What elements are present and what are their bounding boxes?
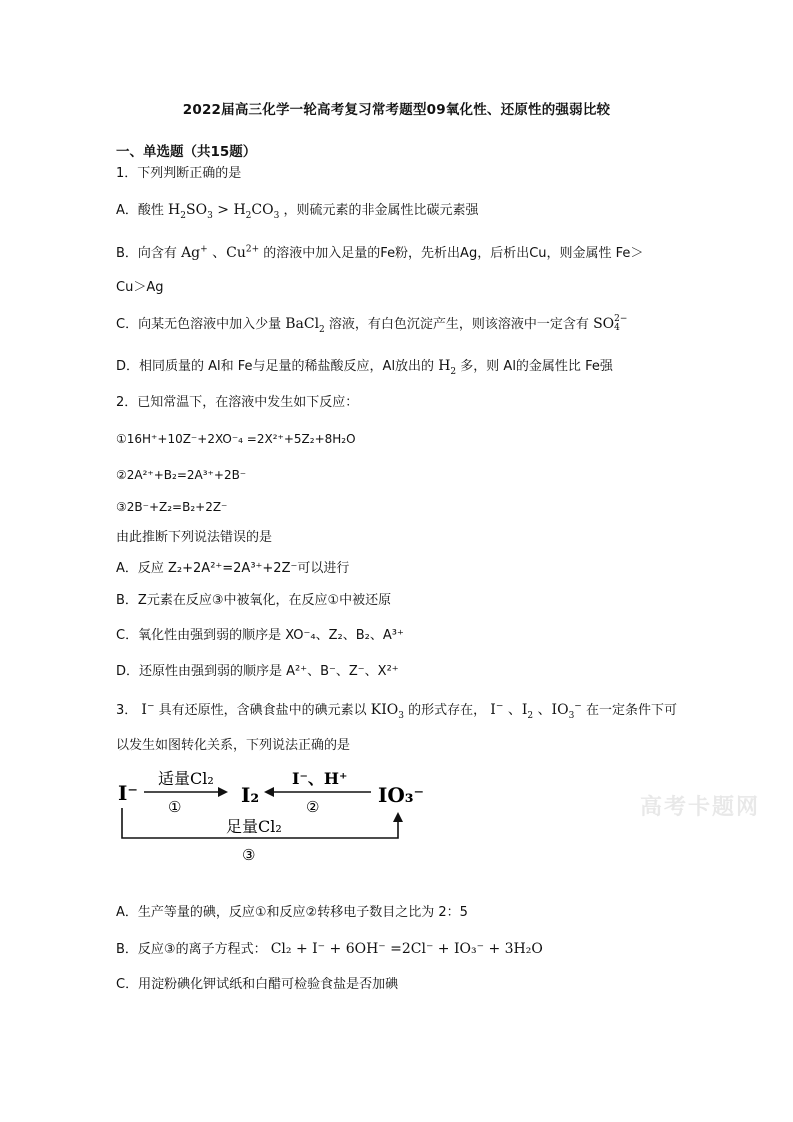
q3-b-prefix: B．反应③的离子方程式： [116, 942, 267, 957]
q3-stem-middle: 具有还原性，含碘食盐中的碘元素以 [158, 703, 367, 718]
q1-a-prefix: A．酸性 [116, 203, 164, 218]
q1-c-reagent: BaCl$_2$ [285, 316, 325, 335]
arrow-1-number: ① [168, 798, 182, 816]
q1-d-h2: $H_2$ [438, 358, 457, 377]
q2-reaction-1: ①16H⁺+10Z⁻+2XO⁻₄ =2X²⁺+5Z₂+8H₂O [116, 432, 356, 446]
q1-option-c [116, 315, 627, 334]
q1-a-suffix: ，则硫元素的非金属性比碳元素强 [283, 203, 479, 218]
watermark: 高考卡题网 [640, 795, 761, 820]
diagram-i-minus: I⁻ [118, 781, 138, 805]
q1-c-ion: SO 2− 4 [593, 314, 628, 333]
q2-question: 由此推断下列说法错误的是 [116, 530, 273, 545]
q3-stem-suffix: 在一定条件下可 [585, 703, 677, 718]
q1-b-continued: Cu＞Ag [116, 280, 164, 295]
q1-a-formula: $H_2SO_3 > H_2CO_3$ [168, 202, 280, 221]
q2-reaction-2: ②2A²⁺+B₂=2A³⁺+2B⁻ [116, 468, 247, 482]
q3-b-equation: Cl₂ + I⁻ + 6OH⁻ =2Cl⁻ + IO₃⁻ + 3H₂O [270, 941, 543, 957]
q3-species: I− 、$I_2$ 、$IO_3^-$ [490, 701, 582, 721]
diagram-i2: I₂ [241, 783, 260, 807]
q1-option-a [116, 201, 478, 220]
q3-stem-prefix: 3． [116, 703, 138, 718]
q1-option-b [116, 244, 643, 263]
q1-b-ions: Ag+ 、$Cu^{2+}$ [181, 244, 260, 261]
q1-d-suffix: 多，则 Al的金属性比 Fe强 [460, 359, 613, 374]
diagram-io3: IO₃⁻ [378, 783, 425, 807]
section-heading: 一、单选题（共15题） [116, 144, 257, 160]
q2-stem: 2．已知常温下，在溶液中发生如下反应： [116, 395, 359, 410]
q1-b-prefix: B．向含有 [116, 246, 177, 261]
q3-option-a: A．生产等量的碘，反应①和反应②转移电子数目之比为 2：5 [116, 905, 468, 920]
page-title: 2022届高三化学一轮高考复习常考题型09氧化性、还原性的强弱比较 [182, 102, 611, 118]
q2-reaction-3: ③2B⁻+Z₂=B₂+2Z⁻ [116, 500, 228, 514]
q1-c-prefix: C．向某无色溶液中加入少量 [116, 317, 282, 332]
arrow-2-number: ② [306, 798, 320, 816]
q1-c-middle: 溶液，有白色沉淀产生，则该溶液中一定含有 [328, 317, 589, 332]
arrow-2-head [264, 787, 274, 797]
q3-option-b [116, 940, 543, 959]
arrow-3-number: ③ [242, 846, 256, 864]
q3-iodide: I− [141, 701, 155, 718]
q3-stem [116, 701, 677, 720]
arrow-3-head [393, 812, 403, 822]
q2-option-d: D．还原性由强到弱的顺序是 A²⁺、B⁻、Z⁻、X²⁺ [116, 664, 399, 679]
q1-stem: 1．下列判断正确的是 [116, 166, 242, 181]
q1-option-d [116, 357, 613, 376]
q1-d-prefix: D．相同质量的 Al和 Fe与足量的稀盐酸反应，Al放出的 [116, 359, 435, 374]
arrow-3-label: 足量Cl₂ [226, 817, 282, 836]
arrow-1-label: 适量Cl₂ [158, 769, 214, 788]
q1-b-middle: 的溶液中加入足量的Fe粉，先析出Ag，后析出Cu，则金属性 Fe＞ [263, 246, 644, 261]
q3-stem-continued: 以发生如图转化关系，下列说法正确的是 [116, 738, 351, 753]
q2-option-a: A．反应 Z₂+2A²⁺=2A³⁺+2Z⁻可以进行 [116, 561, 350, 576]
arrow-1-head [218, 787, 228, 797]
q2-option-c: C．氧化性由强到弱的顺序是 XO⁻₄、Z₂、B₂、A³⁺ [116, 628, 404, 643]
q3-kio3: $KIO_3$ [370, 702, 404, 721]
q3-option-c: C．用淀粉碘化钾试纸和白醋可检验食盐是否加碘 [116, 977, 399, 992]
q2-option-b: B．Z元素在反应③中被氧化，在反应①中被还原 [116, 593, 392, 608]
arrow-2-label: I⁻、H⁺ [292, 769, 348, 788]
q3-stem-middle2: 的形式存在， [408, 703, 487, 718]
iodine-conversion-diagram [116, 760, 425, 870]
